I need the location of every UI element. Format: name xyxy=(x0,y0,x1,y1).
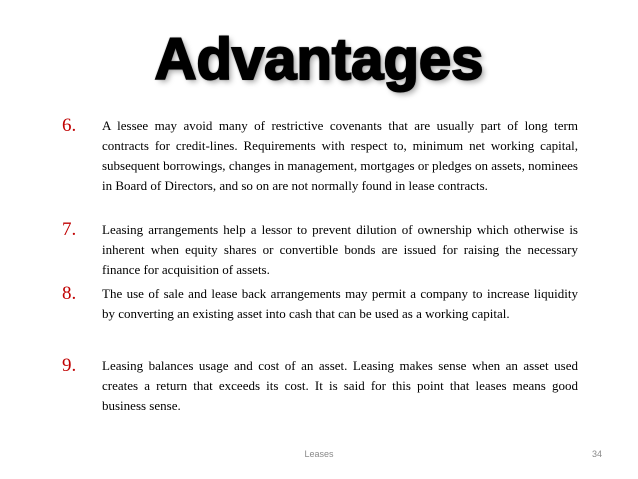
slide-title: Advantages xyxy=(141,29,498,95)
list-item xyxy=(62,356,578,416)
item-text: A lessee may avoid many of restrictive covenants that are usually part of long term contracts for credit-lines. Requirements with respect to, minimum net working capital, subsequent borrowings, changes in management, mortgages or pledges on assets, nominees in Board of Directors, and so on are not normally found in lease contracts. xyxy=(102,118,578,193)
footer xyxy=(0,449,638,463)
page-number: 34 xyxy=(591,449,602,459)
item-number: 6. xyxy=(62,115,77,136)
item-text: The use of sale and lease back arrangements may permit a company to increase liquidity by converting an existing asset into cash that can be used as a working capital. xyxy=(102,286,578,321)
item-number: 9. xyxy=(62,355,77,376)
list-item xyxy=(62,284,578,324)
footer-label: Leases xyxy=(304,449,334,459)
item-text: Leasing balances usage and cost of an asset. Leasing makes sense when an asset used creates a return that exceeds its cost. It is said for this point that leases means good business sense. xyxy=(102,358,578,413)
item-number: 7. xyxy=(62,219,77,240)
item-text: Leasing arrangements help a lessor to prevent dilution of ownership which otherwise is inherent when equity shares or convertible bonds are issued for raising the necessary finance for acquisition of assets. xyxy=(102,222,578,277)
item-number: 8. xyxy=(62,283,77,304)
list-item xyxy=(62,220,578,280)
list-item xyxy=(62,116,578,196)
title-container xyxy=(0,22,638,102)
